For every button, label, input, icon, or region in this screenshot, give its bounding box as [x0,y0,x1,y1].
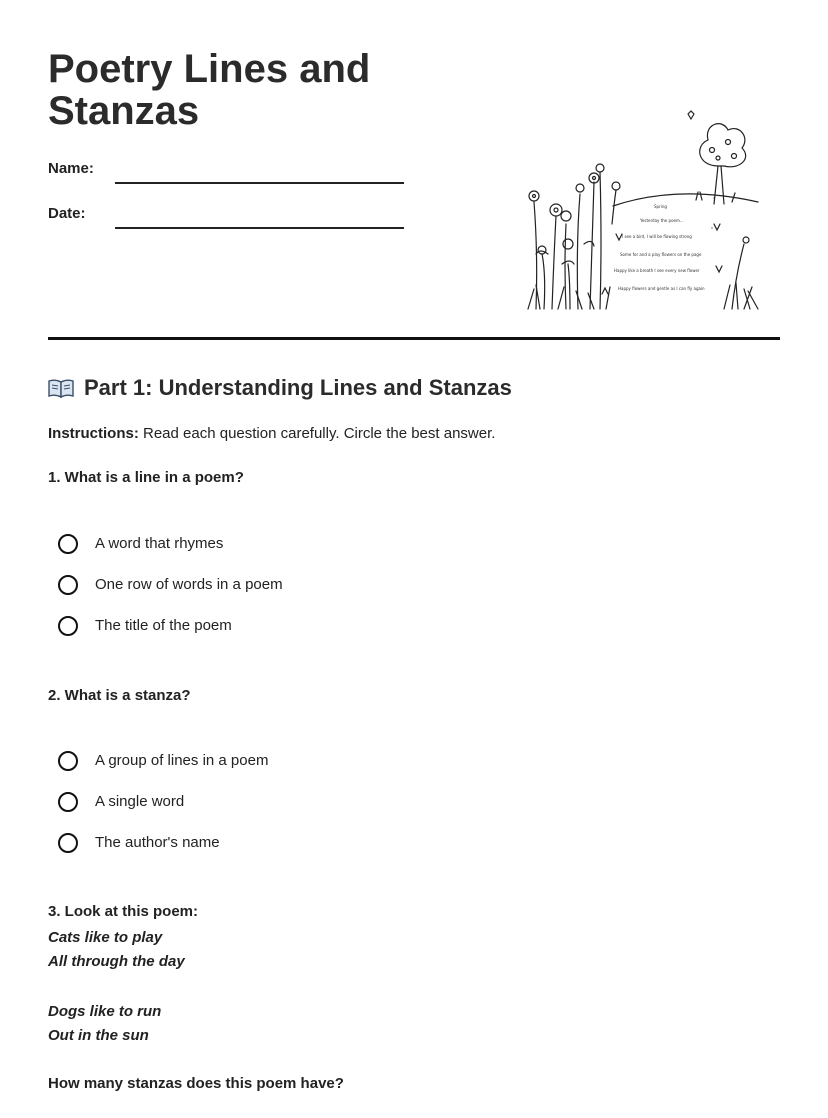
illustration-line: Spring [654,204,667,209]
radio-circle[interactable] [58,833,78,853]
option-2a[interactable] [58,740,458,781]
option-2c[interactable] [58,822,458,863]
butterfly-drawing [688,111,694,119]
radio-circle[interactable] [58,616,78,636]
poem-line: Dogs like to run [48,1003,162,1020]
question-1-options [58,523,458,646]
page-title: Poetry Lines and Stanzas [48,47,371,133]
option-1c[interactable] [58,605,458,646]
option-label: One row of words in a poem [95,576,283,593]
date-field[interactable] [48,205,408,229]
radio-circle[interactable] [58,751,78,771]
illustration-line: Yesterday the poem... [640,218,684,223]
question-3: 3. Look at this poem: [48,903,199,920]
radio-circle[interactable] [58,575,78,595]
option-2b[interactable] [58,781,458,822]
name-line[interactable] [115,182,404,184]
open-book-icon [48,378,74,398]
option-label: A group of lines in a poem [95,752,269,769]
garden-illustration [518,104,764,314]
name-field[interactable] [48,160,408,184]
name-label: Name: [48,160,94,177]
poem-line: All through the day [48,953,185,970]
option-1b[interactable] [58,564,458,605]
question-3-followup: How many stanzas does this poem have? [48,1075,344,1092]
illustration-line: Happy like a breath I see every new flower [614,268,700,273]
question-2: 2. What is a stanza? [48,687,191,704]
header-divider [48,337,780,340]
tree-drawing [700,124,746,204]
date-label: Date: [48,205,86,222]
flowers-right-drawing [712,224,758,309]
part1-title [48,375,512,401]
poem-line: Out in the sun [48,1027,149,1044]
date-line[interactable] [115,227,404,229]
poem-stanza-1 [48,926,185,974]
radio-circle[interactable] [58,534,78,554]
instructions [48,425,495,442]
part1-title-text: Part 1: Understanding Lines and Stanzas [84,375,512,400]
illustration-line: Happy flowers and gentle as I can fly again [618,286,705,291]
hill-outline [613,194,758,206]
poem-line: Cats like to play [48,929,163,946]
option-label: The author's name [95,834,220,851]
flowers-left-drawing [528,164,620,309]
illustration-line: I see a bird, I will be flowing strong [622,234,692,239]
option-label: A word that rhymes [95,535,224,552]
poem-stanza-2 [48,1000,161,1048]
instructions-label: Instructions: [48,425,139,442]
instructions-text: Read each question carefully. Circle the best answer. [138,425,496,442]
option-label: A single word [95,793,185,810]
radio-circle[interactable] [58,792,78,812]
option-label: The title of the poem [95,617,232,634]
question-1: 1. What is a line in a poem? [48,469,244,486]
question-2-options [58,740,458,863]
illustration-poem-text [614,204,705,291]
option-1a[interactable] [58,523,458,564]
illustration-line: Some for and a play flowers on the page [620,252,702,257]
